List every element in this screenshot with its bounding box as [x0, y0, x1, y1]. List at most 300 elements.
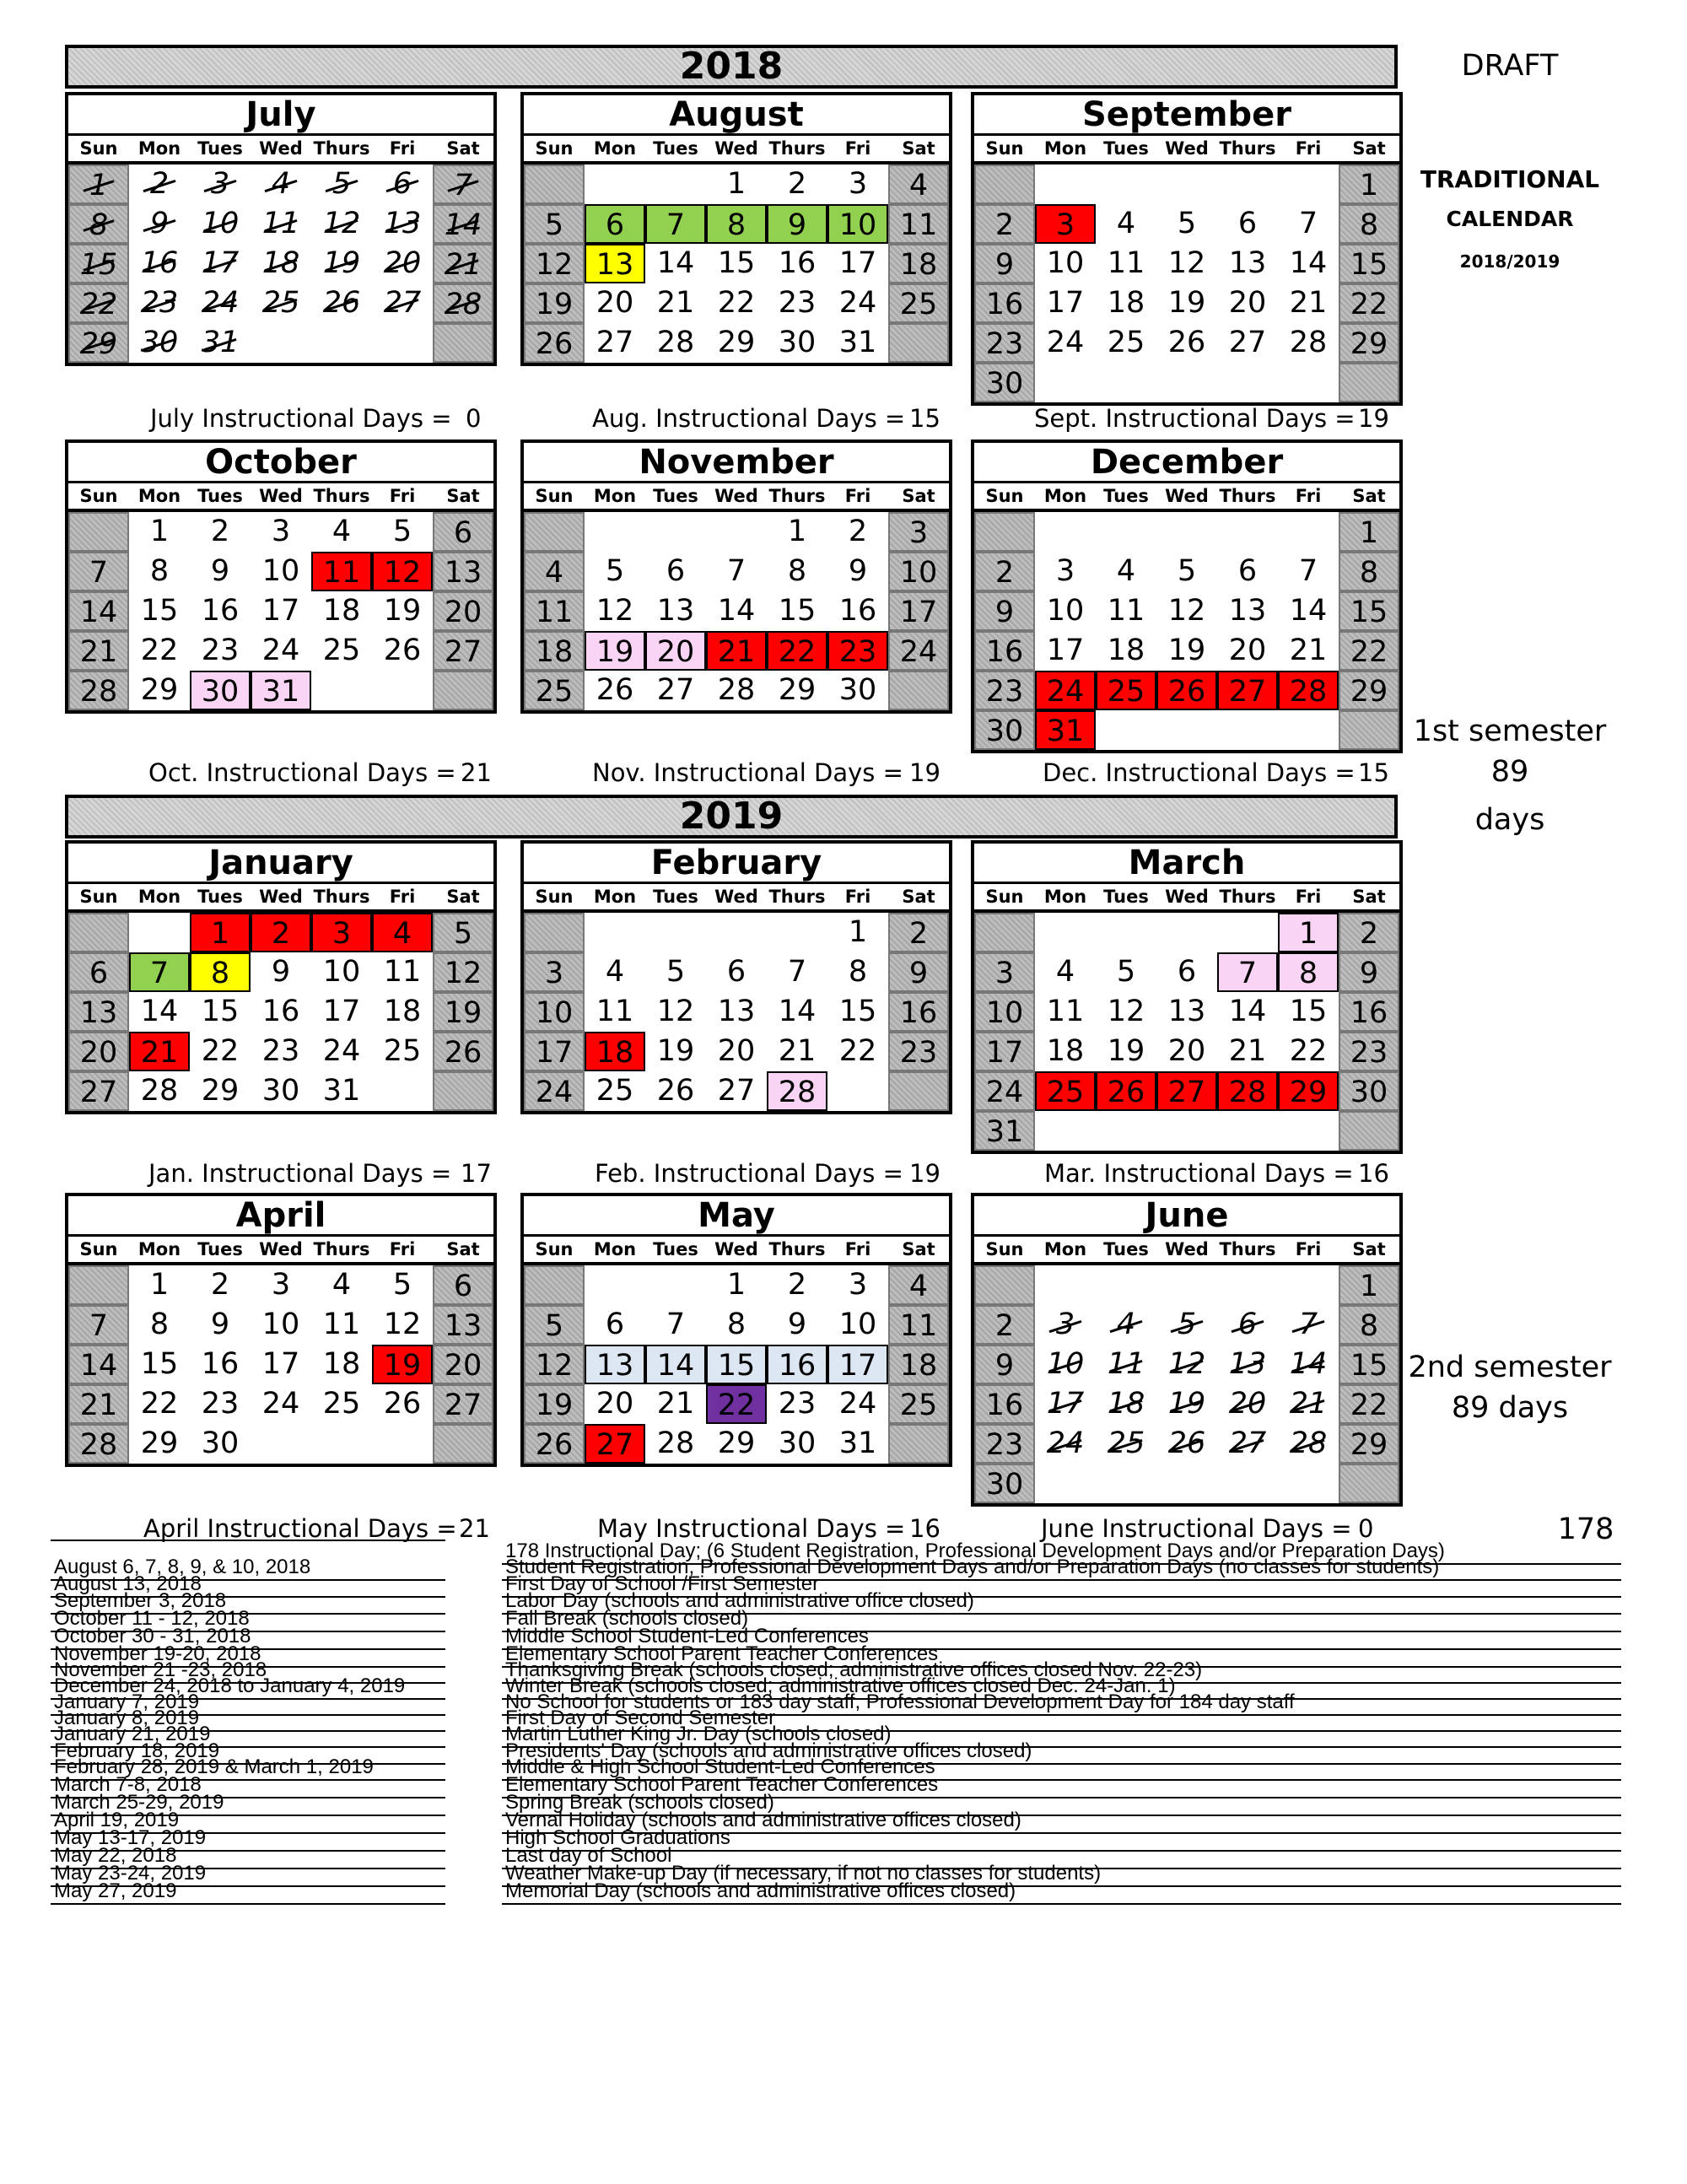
legend-description: Fall Break (schools closed)	[502, 1607, 1621, 1632]
day-cell: 25	[322, 634, 361, 667]
day-cell: 25	[596, 1074, 634, 1108]
instructional-count-february: 19	[909, 1159, 941, 1188]
empty-cell	[1035, 913, 1096, 952]
day-cell: 30	[1339, 1071, 1399, 1111]
day-cell: 23	[778, 1387, 817, 1421]
day-cell: 11	[322, 1308, 361, 1341]
empty-cell	[1339, 363, 1399, 402]
day-cell: 11	[1107, 246, 1145, 280]
empty-cell	[706, 512, 767, 552]
empty-cell	[1096, 710, 1156, 750]
day-cell: 5	[666, 955, 686, 989]
day-cell: 20	[1167, 1034, 1206, 1068]
day-cell: 5	[392, 515, 412, 548]
day-cell: 28	[1289, 326, 1328, 359]
instructional-label-august: Aug. Instructional Days =	[592, 404, 906, 433]
day-cell: 16	[129, 244, 190, 283]
first-semester-label: 1st semester	[1413, 715, 1607, 748]
empty-cell	[68, 512, 129, 552]
day-cell: 12	[524, 244, 585, 283]
day-cell: 11	[596, 995, 634, 1028]
day-cell: 17	[1035, 1384, 1096, 1424]
first-semester-days-unit: days	[1474, 803, 1545, 837]
empty-cell	[974, 913, 1035, 952]
day-cell: 25	[1096, 671, 1156, 710]
day-cell: 4	[524, 552, 585, 591]
day-cell: 30	[974, 710, 1035, 750]
empty-cell	[372, 671, 433, 710]
total-instructional-days: 178	[1557, 1513, 1614, 1546]
day-cell: 9	[1339, 952, 1399, 992]
day-cell: 29	[1339, 323, 1399, 363]
day-cell: 11	[383, 955, 422, 989]
day-cell: 4	[888, 164, 949, 204]
day-cell: 11	[1046, 995, 1085, 1028]
day-cell: 19	[656, 1034, 695, 1068]
day-cell: 9	[210, 554, 230, 588]
legend-description: Middle School Student-Led Conferences	[502, 1625, 1621, 1650]
weekday-thurs: Thurs	[1219, 1239, 1276, 1259]
day-cell: 7	[1217, 952, 1278, 992]
day-cell: 9	[974, 591, 1035, 631]
weekday-wed: Wed	[714, 486, 758, 506]
day-cell: 7	[68, 552, 129, 591]
day-cell: 25	[888, 283, 949, 323]
day-cell: 14	[717, 594, 756, 628]
empty-cell	[524, 1265, 585, 1305]
month-november	[520, 439, 952, 714]
day-cell: 10	[190, 204, 251, 244]
weekday-fri: Fri	[389, 486, 416, 506]
weekday-tues: Tues	[1103, 138, 1149, 159]
day-cell: 15	[140, 1347, 179, 1381]
day-cell: 8	[1278, 952, 1339, 992]
legend-date: May 23-24, 2019	[51, 1862, 445, 1887]
day-cell: 25	[322, 1387, 361, 1421]
day-cell: 8	[149, 1308, 170, 1341]
day-cell: 14	[1228, 995, 1267, 1028]
empty-cell	[129, 913, 190, 952]
legend-date: April 19, 2019	[51, 1809, 445, 1834]
legend-date: May 22, 2018	[51, 1844, 445, 1869]
day-cell: 17	[1046, 634, 1085, 667]
day-cell: 27	[656, 673, 695, 707]
day-cell: 19	[311, 244, 372, 283]
day-cell: 26	[596, 673, 634, 707]
legend-description: No School for students or 183 day staff, Professional Development Day for 184 day staff	[502, 1691, 1621, 1716]
day-cell: 25	[524, 671, 585, 710]
day-cell: 20	[433, 1345, 493, 1384]
day-cell: 29	[68, 323, 129, 363]
day-cell: 19	[524, 1384, 585, 1424]
day-cell: 12	[383, 1308, 422, 1341]
weekday-fri: Fri	[389, 138, 416, 159]
day-cell: 30	[778, 1426, 817, 1460]
weekday-sat: Sat	[902, 486, 935, 506]
day-cell: 2	[251, 913, 311, 952]
month-title: September	[971, 92, 1403, 136]
day-cell: 13	[1167, 995, 1206, 1028]
month-title: November	[520, 439, 952, 483]
weekday-sun: Sun	[535, 1239, 574, 1259]
day-cell: 15	[68, 244, 129, 283]
day-cell: 13	[433, 1305, 493, 1345]
day-cell: 9	[848, 554, 868, 588]
day-cell: 24	[838, 1387, 877, 1421]
day-cell: 28	[1278, 1424, 1339, 1464]
empty-cell	[1035, 363, 1096, 402]
day-cell: 1	[190, 913, 251, 952]
day-cell: 16	[974, 631, 1035, 671]
legend-description: Memorial Day (schools and administrative offices closed)	[502, 1879, 1621, 1905]
day-cell: 18	[524, 631, 585, 671]
draft-label: DRAFT	[1461, 49, 1559, 83]
day-cell: 26	[524, 1424, 585, 1464]
weekday-wed: Wed	[714, 1239, 758, 1259]
empty-cell	[1278, 1464, 1339, 1503]
instructional-count-december: 15	[1358, 758, 1389, 787]
day-cell: 23	[974, 323, 1035, 363]
weekday-fri: Fri	[844, 887, 871, 907]
weekday-tues: Tues	[197, 486, 243, 506]
instructional-label-june: June Instructional Days =	[1041, 1514, 1352, 1543]
weekday-mon: Mon	[593, 1239, 637, 1259]
day-cell: 29	[1339, 1424, 1399, 1464]
day-cell: 2	[1339, 913, 1399, 952]
day-cell: 24	[1046, 326, 1085, 359]
weekday-fri: Fri	[389, 1239, 416, 1259]
day-cell: 4	[605, 955, 625, 989]
weekday-sun: Sun	[535, 887, 574, 907]
day-cell: 28	[433, 283, 493, 323]
empty-cell	[767, 913, 827, 952]
day-cell: 15	[778, 594, 817, 628]
day-cell: 8	[68, 204, 129, 244]
day-cell: 13	[656, 594, 695, 628]
day-cell: 26	[524, 323, 585, 363]
day-cell: 27	[1217, 671, 1278, 710]
empty-cell	[372, 1424, 433, 1464]
day-cell: 28	[767, 1071, 827, 1111]
day-cell: 10	[261, 1308, 300, 1341]
legend-description: Presidents' Day (schools and administrative offices closed)	[502, 1739, 1621, 1765]
weekday-mon: Mon	[593, 486, 637, 506]
day-cell: 22	[1339, 1384, 1399, 1424]
day-cell: 4	[331, 1268, 352, 1302]
day-cell: 25	[1035, 1071, 1096, 1111]
weekday-sun: Sun	[79, 486, 118, 506]
weekday-sun: Sun	[985, 486, 1024, 506]
weekday-mon: Mon	[593, 138, 637, 159]
day-cell: 19	[433, 992, 493, 1032]
empty-cell	[1278, 1265, 1339, 1305]
day-cell: 1	[848, 915, 868, 949]
empty-cell	[1217, 710, 1278, 750]
legend-date: November 19-20, 2018	[51, 1642, 445, 1668]
empty-cell	[585, 512, 645, 552]
day-cell: 12	[656, 995, 695, 1028]
empty-cell	[585, 913, 645, 952]
day-cell: 14	[778, 995, 817, 1028]
day-cell: 19	[383, 594, 422, 628]
day-cell: 26	[433, 1032, 493, 1071]
weekday-header	[971, 136, 1403, 161]
empty-cell	[585, 1265, 645, 1305]
day-cell: 15	[1339, 1345, 1399, 1384]
empty-cell	[372, 323, 433, 363]
day-cell: 21	[68, 1384, 129, 1424]
empty-cell	[311, 671, 372, 710]
legend-description: Elementary School Parent Teacher Conferences	[502, 1642, 1621, 1668]
instructional-label-november: Nov. Instructional Days =	[592, 758, 903, 787]
day-cell: 6	[666, 554, 686, 588]
day-cell: 14	[1289, 594, 1328, 628]
weekday-wed: Wed	[259, 138, 303, 159]
day-cell: 17	[524, 1032, 585, 1071]
day-cell: 3	[524, 952, 585, 992]
day-cell: 31	[190, 323, 251, 363]
day-cell: 6	[726, 955, 746, 989]
month-july	[65, 92, 497, 366]
day-cell: 4	[1055, 955, 1075, 989]
empty-cell	[1156, 710, 1217, 750]
day-cell: 18	[585, 1032, 645, 1071]
day-cell: 23	[201, 1387, 240, 1421]
day-cell: 24	[838, 286, 877, 320]
day-cell: 15	[1339, 591, 1399, 631]
day-cell: 21	[68, 631, 129, 671]
day-cell: 30	[974, 363, 1035, 402]
day-cell: 5	[311, 164, 372, 204]
instructional-count-november: 19	[909, 758, 941, 787]
day-cell: 18	[1096, 1384, 1156, 1424]
weekday-mon: Mon	[137, 1239, 181, 1259]
day-cell: 10	[827, 204, 888, 244]
weekday-thurs: Thurs	[768, 887, 826, 907]
weekday-mon: Mon	[137, 486, 181, 506]
day-cell: 12	[311, 204, 372, 244]
empty-cell	[1217, 1111, 1278, 1151]
instructional-count-october: 21	[461, 758, 492, 787]
day-cell: 30	[261, 1074, 300, 1108]
day-cell: 27	[433, 1384, 493, 1424]
day-cell: 7	[433, 164, 493, 204]
legend-description: Last day of School	[502, 1844, 1621, 1869]
legend-description: Elementary School Parent Teacher Conferences	[502, 1773, 1621, 1798]
weekday-fri: Fri	[1295, 1239, 1322, 1259]
day-cell: 14	[1278, 1345, 1339, 1384]
day-cell: 29	[1339, 671, 1399, 710]
calendar-years: 2018/2019	[1459, 251, 1560, 272]
empty-cell	[1096, 1111, 1156, 1151]
weekday-sat: Sat	[1352, 1239, 1386, 1259]
day-cell: 2	[974, 1305, 1035, 1345]
weekday-sun: Sun	[79, 1239, 118, 1259]
day-grid	[65, 1262, 497, 1467]
day-cell: 6	[1237, 554, 1258, 588]
day-cell: 4	[372, 913, 433, 952]
legend-description: Middle & High School Student-Led Conferences	[502, 1755, 1621, 1781]
weekday-tues: Tues	[1103, 1239, 1149, 1259]
weekday-tues: Tues	[1103, 486, 1149, 506]
legend-date: February 18, 2019	[51, 1739, 445, 1765]
day-cell: 8	[149, 554, 170, 588]
day-cell: 13	[433, 552, 493, 591]
empty-cell	[645, 1265, 706, 1305]
weekday-fri: Fri	[844, 138, 871, 159]
day-cell: 26	[1156, 1424, 1217, 1464]
weekday-sun: Sun	[535, 486, 574, 506]
legend-date: January 21, 2019	[51, 1723, 445, 1748]
weekday-wed: Wed	[259, 887, 303, 907]
legend-description: Weather Make-up Day (if necessary, if not no classes for students)	[502, 1862, 1621, 1887]
day-cell: 18	[322, 594, 361, 628]
day-cell: 11	[1096, 1345, 1156, 1384]
day-cell: 18	[1107, 286, 1145, 320]
weekday-header	[971, 1237, 1403, 1262]
empty-cell	[1035, 512, 1096, 552]
day-cell: 14	[645, 1345, 706, 1384]
empty-cell	[372, 1071, 433, 1111]
legend-date: October 30 - 31, 2018	[51, 1625, 445, 1650]
empty-cell	[433, 671, 493, 710]
empty-cell	[524, 913, 585, 952]
day-cell: 3	[1055, 554, 1075, 588]
day-cell: 27	[1228, 326, 1267, 359]
day-cell: 22	[68, 283, 129, 323]
day-cell: 15	[838, 995, 877, 1028]
empty-cell	[827, 1071, 888, 1111]
day-cell: 23	[129, 283, 190, 323]
day-cell: 8	[190, 952, 251, 992]
day-cell: 10	[1046, 594, 1085, 628]
day-cell: 23	[974, 1424, 1035, 1464]
day-cell: 9	[129, 204, 190, 244]
empty-cell	[888, 323, 949, 363]
empty-cell	[888, 1071, 949, 1111]
empty-cell	[433, 1071, 493, 1111]
empty-cell	[433, 1424, 493, 1464]
day-cell: 15	[706, 1345, 767, 1384]
day-cell: 18	[888, 244, 949, 283]
legend-date: August 13, 2018	[51, 1572, 445, 1598]
legend-description: Spring Break (schools closed)	[502, 1791, 1621, 1816]
weekday-sat: Sat	[1352, 887, 1386, 907]
day-cell: 5	[605, 554, 625, 588]
instructional-label-december: Dec. Instructional Days =	[1043, 758, 1356, 787]
month-title: July	[65, 92, 497, 136]
day-cell: 7	[645, 204, 706, 244]
weekday-sat: Sat	[902, 887, 935, 907]
month-title: June	[971, 1193, 1403, 1237]
day-grid	[971, 1262, 1403, 1507]
day-cell: 18	[251, 244, 311, 283]
day-cell: 8	[1339, 552, 1399, 591]
day-cell: 24	[524, 1071, 585, 1111]
day-cell: 5	[1156, 1305, 1217, 1345]
weekday-fri: Fri	[844, 486, 871, 506]
day-cell: 25	[383, 1034, 422, 1068]
empty-cell	[68, 913, 129, 952]
empty-cell	[888, 1424, 949, 1464]
day-cell: 16	[767, 1345, 827, 1384]
instructional-count-may: 16	[909, 1514, 941, 1543]
instructional-label-march: Mar. Instructional Days =	[1044, 1159, 1354, 1188]
legend-description: Winter Break (schools closed; administrative offices closed Dec. 24-Jan. 1)	[502, 1674, 1621, 1700]
day-cell: 20	[1228, 634, 1267, 667]
empty-cell	[1278, 710, 1339, 750]
month-december	[971, 439, 1403, 753]
day-cell: 1	[726, 1268, 746, 1302]
weekday-header	[65, 884, 497, 909]
empty-cell	[1156, 512, 1217, 552]
day-cell: 30	[190, 671, 251, 710]
day-cell: 21	[1228, 1034, 1267, 1068]
day-cell: 17	[261, 1347, 300, 1381]
day-cell: 24	[261, 634, 300, 667]
day-grid	[520, 161, 952, 366]
day-cell: 14	[68, 1345, 129, 1384]
legend-description: Thanksgiving Break (schools closed; administrative offices closed Nov. 22-23)	[502, 1658, 1621, 1684]
legend-date: September 3, 2018	[51, 1589, 445, 1615]
day-cell: 12	[1156, 1345, 1217, 1384]
weekday-mon: Mon	[137, 887, 181, 907]
day-cell: 2	[848, 515, 868, 548]
day-cell: 1	[68, 164, 129, 204]
day-cell: 10	[974, 992, 1035, 1032]
day-cell: 24	[261, 1387, 300, 1421]
weekday-header	[520, 483, 952, 509]
day-cell: 1	[1339, 164, 1399, 204]
day-cell: 20	[68, 1032, 129, 1071]
weekday-mon: Mon	[593, 887, 637, 907]
day-cell: 17	[1046, 286, 1085, 320]
weekday-thurs: Thurs	[1219, 887, 1276, 907]
legend-date: January 7, 2019	[51, 1691, 445, 1716]
month-title: October	[65, 439, 497, 483]
empty-cell	[1156, 1265, 1217, 1305]
day-cell: 16	[201, 1347, 240, 1381]
month-august	[520, 92, 952, 366]
instructional-label-may: May Instructional Days =	[597, 1514, 906, 1543]
day-cell: 6	[1217, 1305, 1278, 1345]
day-cell: 19	[1167, 286, 1206, 320]
day-cell: 1	[787, 515, 807, 548]
month-february	[520, 840, 952, 1114]
day-cell: 14	[140, 995, 179, 1028]
month-march	[971, 840, 1403, 1154]
day-cell: 15	[140, 594, 179, 628]
day-cell: 2	[787, 1268, 807, 1302]
empty-cell	[1217, 363, 1278, 402]
day-cell: 3	[271, 515, 291, 548]
empty-cell	[524, 164, 585, 204]
day-cell: 24	[322, 1034, 361, 1068]
empty-cell	[1217, 913, 1278, 952]
day-cell: 28	[1278, 671, 1339, 710]
day-cell: 21	[129, 1032, 190, 1071]
weekday-fri: Fri	[1295, 887, 1322, 907]
day-cell: 3	[190, 164, 251, 204]
weekday-header	[971, 884, 1403, 909]
empty-cell	[311, 323, 372, 363]
day-cell: 9	[974, 1345, 1035, 1384]
day-cell: 11	[1107, 594, 1145, 628]
empty-cell	[1035, 1464, 1096, 1503]
empty-cell	[1035, 1265, 1096, 1305]
day-cell: 30	[974, 1464, 1035, 1503]
weekday-fri: Fri	[844, 1239, 871, 1259]
